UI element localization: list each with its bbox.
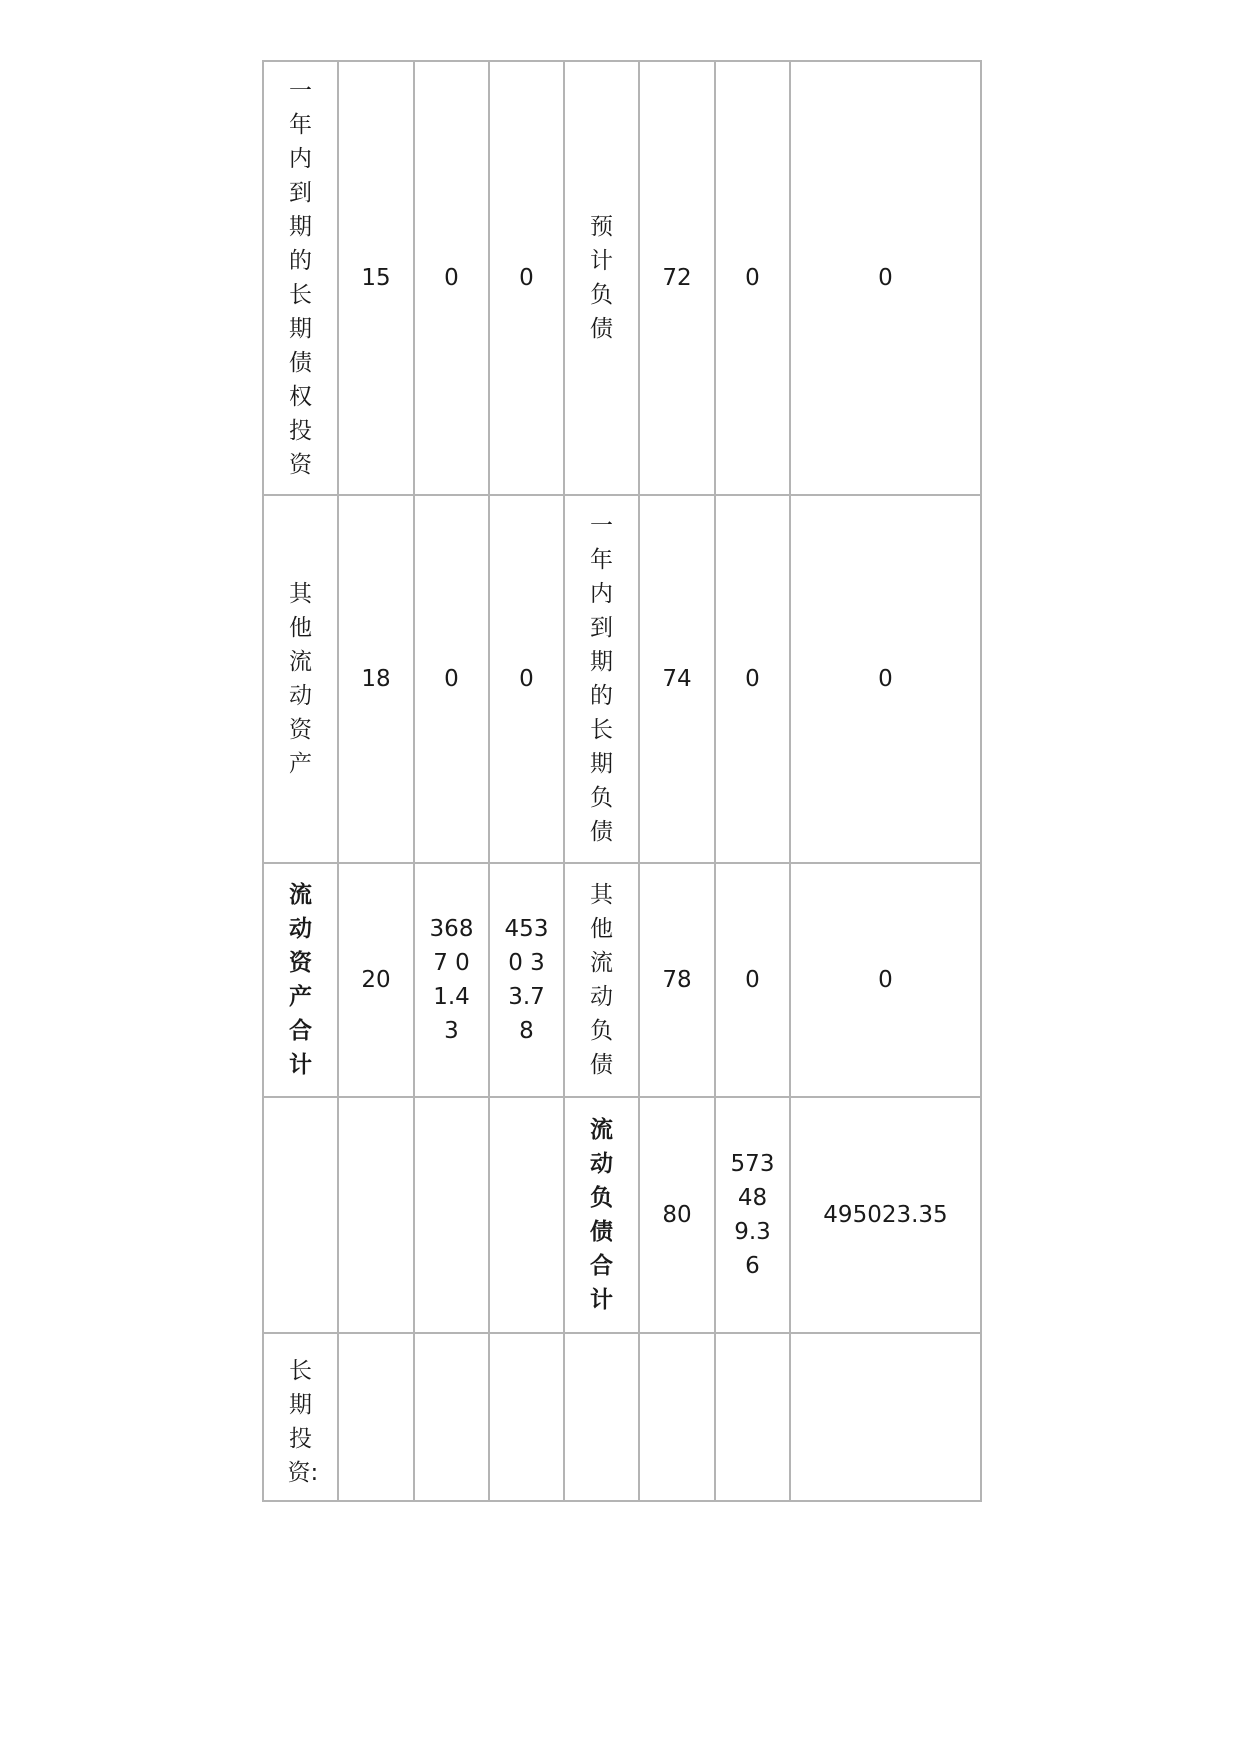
asset-end-cell xyxy=(489,1333,564,1501)
liab-item-cell: 预计负债 xyxy=(564,61,639,495)
liab-begin-cell: 0 xyxy=(715,61,790,495)
asset-begin-cell xyxy=(414,1097,489,1333)
asset-begin-cell: 3687 01.43 xyxy=(414,863,489,1097)
liab-item-cell: 其他流动负债 xyxy=(564,863,639,1097)
liab-line-cell: 74 xyxy=(639,495,715,863)
asset-begin-cell: 0 xyxy=(414,61,489,495)
liab-begin-cell: 0 xyxy=(715,863,790,1097)
asset-end-cell: 0 xyxy=(489,61,564,495)
liab-end-cell: 0 xyxy=(790,495,981,863)
asset-end-cell xyxy=(489,1097,564,1333)
liab-begin-cell xyxy=(715,1333,790,1501)
table-row xyxy=(263,61,981,495)
asset-line-cell: 18 xyxy=(338,495,414,863)
asset-end-cell: 4530 33.78 xyxy=(489,863,564,1097)
liab-end-cell: 495023.35 xyxy=(790,1097,981,1333)
asset-line-cell: 20 xyxy=(338,863,414,1097)
liab-line-cell: 80 xyxy=(639,1097,715,1333)
asset-item-cell: 流动资产合计 xyxy=(263,863,338,1097)
liab-item-cell: 一年内到期的长期负债 xyxy=(564,495,639,863)
asset-line-cell xyxy=(338,1097,414,1333)
liab-line-cell: 78 xyxy=(639,863,715,1097)
table-row xyxy=(263,1333,981,1501)
asset-line-cell: 15 xyxy=(338,61,414,495)
asset-begin-cell: 0 xyxy=(414,495,489,863)
liab-end-cell: 0 xyxy=(790,863,981,1097)
asset-line-cell xyxy=(338,1333,414,1501)
table-row xyxy=(263,495,981,863)
liab-begin-cell: 573489.36 xyxy=(715,1097,790,1333)
liab-end-cell xyxy=(790,1333,981,1501)
asset-item-cell: 其他流动资产 xyxy=(263,495,338,863)
liab-end-cell: 0 xyxy=(790,61,981,495)
liab-item-cell: 流动负债合计 xyxy=(564,1097,639,1333)
asset-end-cell: 0 xyxy=(489,495,564,863)
table-row xyxy=(263,863,981,1097)
liab-line-cell xyxy=(639,1333,715,1501)
balance-sheet-table xyxy=(262,60,982,1502)
asset-item-cell: 一年内到期的长期债权投资 xyxy=(263,61,338,495)
table-row xyxy=(263,1097,981,1333)
asset-item-cell: 长期投资: xyxy=(263,1333,338,1501)
asset-item-cell xyxy=(263,1097,338,1333)
liab-item-cell xyxy=(564,1333,639,1501)
liab-begin-cell: 0 xyxy=(715,495,790,863)
asset-begin-cell xyxy=(414,1333,489,1501)
liab-line-cell: 72 xyxy=(639,61,715,495)
